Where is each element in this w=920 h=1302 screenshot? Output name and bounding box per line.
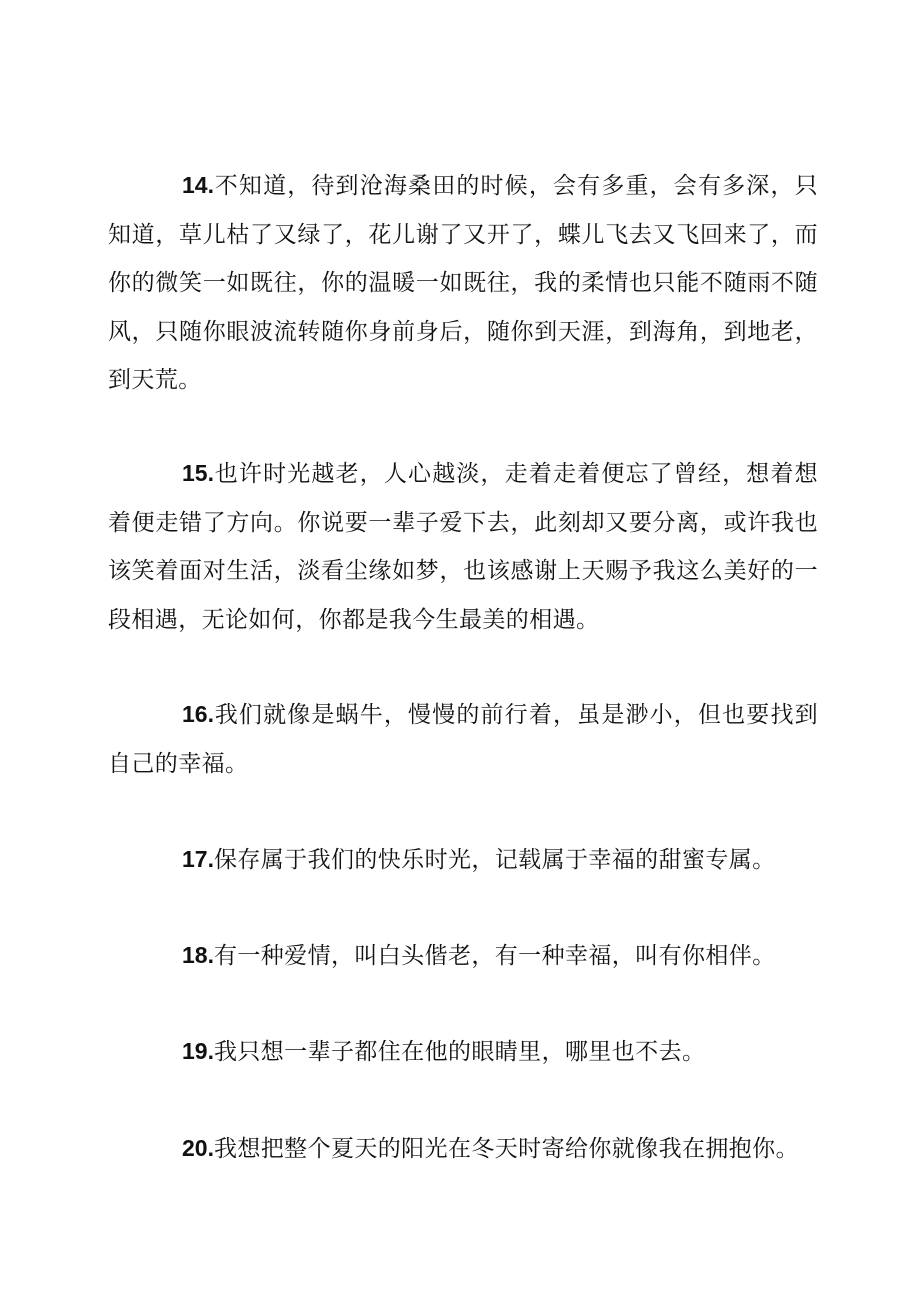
paragraph-19 [108, 1027, 818, 1077]
paragraph-text: 有一种爱情，叫白头偕老，有一种幸福，叫有你相伴。 [213, 943, 776, 969]
paragraph-number: 17. [182, 846, 214, 872]
paragraph-18 [108, 931, 818, 981]
paragraph-number: 14. [182, 172, 214, 198]
paragraph-number: 19. [182, 1038, 214, 1064]
paragraph-16 [108, 690, 818, 788]
paragraph-14 [108, 161, 818, 405]
paragraph-number: 20. [182, 1135, 214, 1161]
paragraph-text: 我只想一辈子都住在他的眼睛里，哪里也不去。 [213, 1039, 706, 1065]
paragraph-text: 不知道，待到沧海桑田的时候，会有多重，会有多深，只知道，草儿枯了又绿了，花儿谢了又开了，蝶儿飞去又飞回来了，而你的微笑一如既往，你的温暖一如既往，我的柔情也只能不随雨不随风，只随你眼波流转随你身前身后，随你到天涯，到海角，到地老，到天荒。 [108, 173, 818, 393]
paragraph-20 [108, 1124, 848, 1174]
paragraph-17 [108, 835, 818, 885]
paragraph-number: 18. [182, 942, 214, 968]
paragraph-text: 我们就像是蜗牛，慢慢的前行着，虽是渺小，但也要找到自己的幸福。 [108, 702, 818, 777]
paragraph-text: 我想把整个夏天的阳光在冬天时寄给你就像我在拥抱你。 [213, 1136, 799, 1162]
paragraph-text: 也许时光越老，人心越淡，走着走着便忘了曾经，想着想着便走错了方向。你说要一辈子爱下去，此刻却又要分离，或许我也该笑着面对生活，淡看尘缘如梦，也该感谢上天赐予我这么美好的一段相遇，无论如何，你都是我今生最美的相遇。 [108, 461, 818, 633]
paragraph-15 [108, 449, 818, 644]
paragraph-number: 16. [182, 701, 214, 727]
paragraph-text: 保存属于我们的快乐时光，记载属于幸福的甜蜜专属。 [213, 847, 776, 873]
paragraph-number: 15. [182, 460, 214, 486]
